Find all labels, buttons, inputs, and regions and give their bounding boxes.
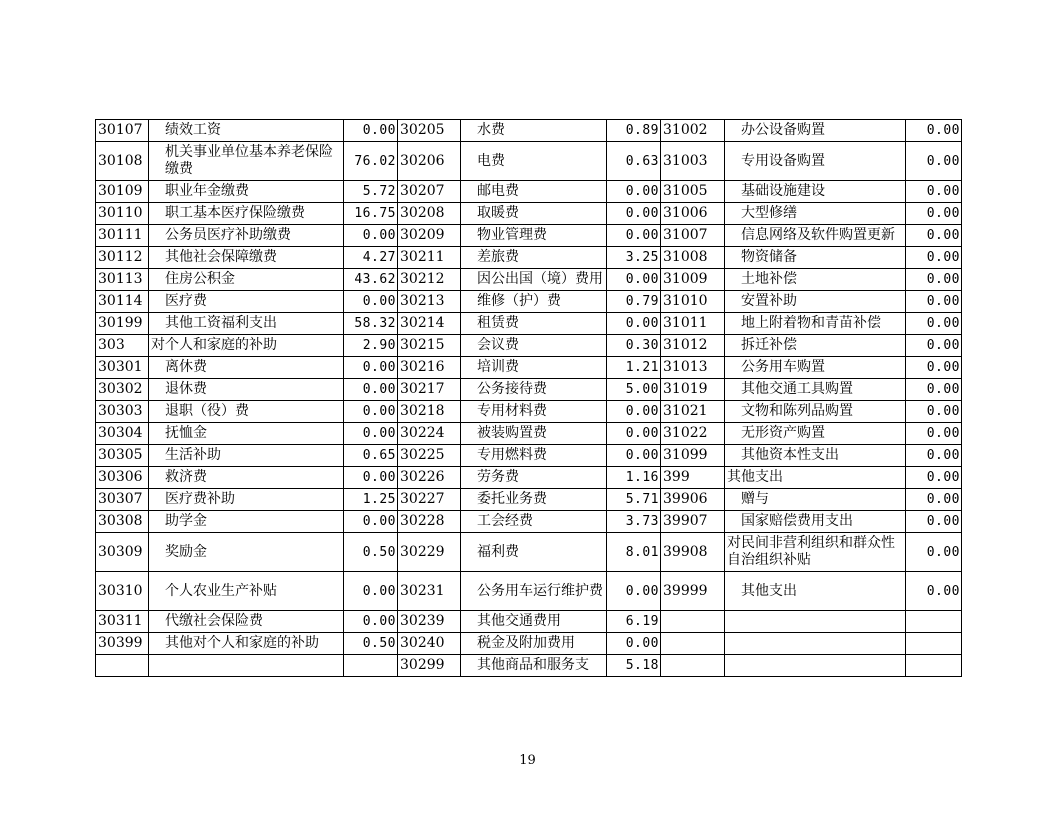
table-row <box>96 225 962 247</box>
item-amount: 0.00 <box>344 511 398 533</box>
item-amount: 5.72 <box>344 181 398 203</box>
table-row <box>96 357 962 379</box>
item-name: 救济费 <box>149 467 344 489</box>
item-code: 30199 <box>96 313 149 335</box>
item-name: 电费 <box>461 142 607 181</box>
item-name: 差旅费 <box>461 247 607 269</box>
table-row <box>96 203 962 225</box>
item-name: 其他交通工具购置 <box>725 379 906 401</box>
item-code: 30311 <box>96 611 149 633</box>
item-code: 30214 <box>398 313 461 335</box>
item-code <box>661 655 725 677</box>
item-code: 30211 <box>398 247 461 269</box>
item-amount: 0.00 <box>607 401 661 423</box>
item-name: 委托业务费 <box>461 489 607 511</box>
item-name: 代缴社会保险费 <box>149 611 344 633</box>
item-name: 办公设备购置 <box>725 120 906 142</box>
item-name: 绩效工资 <box>149 120 344 142</box>
table-row <box>96 142 962 181</box>
item-amount: 0.00 <box>607 269 661 291</box>
item-code: 30218 <box>398 401 461 423</box>
item-amount: 0.65 <box>344 445 398 467</box>
item-code: 31007 <box>661 225 725 247</box>
item-amount: 0.00 <box>906 379 962 401</box>
expenditure-table <box>95 119 962 677</box>
item-amount: 0.00 <box>906 357 962 379</box>
table-row <box>96 401 962 423</box>
item-code: 39999 <box>661 572 725 611</box>
item-amount: 0.00 <box>906 335 962 357</box>
item-name <box>725 611 906 633</box>
item-name: 奖励金 <box>149 533 344 572</box>
item-name: 安置补助 <box>725 291 906 313</box>
item-amount: 0.00 <box>906 269 962 291</box>
item-code: 30113 <box>96 269 149 291</box>
item-name: 赠与 <box>725 489 906 511</box>
item-name: 离休费 <box>149 357 344 379</box>
item-name: 工会经费 <box>461 511 607 533</box>
item-name: 物资储备 <box>725 247 906 269</box>
item-name: 其他资本性支出 <box>725 445 906 467</box>
item-code: 30213 <box>398 291 461 313</box>
item-amount: 0.00 <box>344 467 398 489</box>
table-row <box>96 445 962 467</box>
item-name: 其他工资福利支出 <box>149 313 344 335</box>
item-name: 福利费 <box>461 533 607 572</box>
item-name: 大型修缮 <box>725 203 906 225</box>
item-name: 对个人和家庭的补助 <box>149 335 344 357</box>
item-name: 其他支出 <box>725 467 906 489</box>
item-amount: 0.00 <box>906 423 962 445</box>
item-code: 303 <box>96 335 149 357</box>
item-name: 水费 <box>461 120 607 142</box>
table-row <box>96 313 962 335</box>
item-name: 公务用车购置 <box>725 357 906 379</box>
item-name: 文物和陈列品购置 <box>725 401 906 423</box>
item-amount: 0.50 <box>344 533 398 572</box>
item-code: 30206 <box>398 142 461 181</box>
item-amount: 0.00 <box>344 572 398 611</box>
item-amount: 0.00 <box>906 247 962 269</box>
item-amount: 2.90 <box>344 335 398 357</box>
item-name: 其他商品和服务支 <box>461 655 607 677</box>
item-amount <box>906 655 962 677</box>
item-code: 30310 <box>96 572 149 611</box>
item-amount <box>906 611 962 633</box>
item-amount: 0.00 <box>906 401 962 423</box>
table-row <box>96 655 962 677</box>
item-amount: 43.62 <box>344 269 398 291</box>
item-name: 邮电费 <box>461 181 607 203</box>
table-row <box>96 633 962 655</box>
item-code: 30304 <box>96 423 149 445</box>
item-name <box>725 655 906 677</box>
item-code: 30111 <box>96 225 149 247</box>
item-name: 公务用车运行维护费 <box>461 572 607 611</box>
item-code: 30302 <box>96 379 149 401</box>
item-amount: 0.79 <box>607 291 661 313</box>
item-code: 31009 <box>661 269 725 291</box>
item-amount: 0.63 <box>607 142 661 181</box>
item-code: 30227 <box>398 489 461 511</box>
item-amount: 0.00 <box>344 401 398 423</box>
item-code: 30299 <box>398 655 461 677</box>
item-code: 30306 <box>96 467 149 489</box>
item-name: 培训费 <box>461 357 607 379</box>
item-code <box>661 611 725 633</box>
table-row <box>96 181 962 203</box>
item-code: 31008 <box>661 247 725 269</box>
item-name: 机关事业单位基本养老保险缴费 <box>149 142 344 181</box>
item-name <box>725 633 906 655</box>
item-name: 个人农业生产补贴 <box>149 572 344 611</box>
item-amount: 8.01 <box>607 533 661 572</box>
item-name: 土地补偿 <box>725 269 906 291</box>
item-code: 30226 <box>398 467 461 489</box>
item-name: 取暖费 <box>461 203 607 225</box>
item-code: 30215 <box>398 335 461 357</box>
item-code <box>96 655 149 677</box>
item-name: 基础设施建设 <box>725 181 906 203</box>
item-amount: 0.00 <box>906 572 962 611</box>
item-amount: 0.00 <box>607 445 661 467</box>
item-code: 31005 <box>661 181 725 203</box>
item-code: 30209 <box>398 225 461 247</box>
item-code: 30110 <box>96 203 149 225</box>
item-code: 30228 <box>398 511 461 533</box>
item-name: 维修（护）费 <box>461 291 607 313</box>
item-amount: 0.00 <box>607 225 661 247</box>
item-name: 其他对个人和家庭的补助 <box>149 633 344 655</box>
item-code: 30107 <box>96 120 149 142</box>
item-amount: 0.00 <box>344 120 398 142</box>
item-amount: 76.02 <box>344 142 398 181</box>
item-code: 30229 <box>398 533 461 572</box>
item-amount: 0.00 <box>607 633 661 655</box>
item-code: 30207 <box>398 181 461 203</box>
item-amount: 58.32 <box>344 313 398 335</box>
item-name: 其他交通费用 <box>461 611 607 633</box>
item-code: 30114 <box>96 291 149 313</box>
item-name: 职业年金缴费 <box>149 181 344 203</box>
item-amount: 1.16 <box>607 467 661 489</box>
item-name: 税金及附加费用 <box>461 633 607 655</box>
item-code: 30112 <box>96 247 149 269</box>
item-amount: 0.00 <box>607 572 661 611</box>
item-name: 职工基本医疗保险缴费 <box>149 203 344 225</box>
item-amount: 0.00 <box>344 379 398 401</box>
item-amount: 0.00 <box>906 120 962 142</box>
item-name: 助学金 <box>149 511 344 533</box>
item-amount: 0.00 <box>607 423 661 445</box>
item-name: 信息网络及软件购置更新 <box>725 225 906 247</box>
item-code: 31019 <box>661 379 725 401</box>
item-name: 被装购置费 <box>461 423 607 445</box>
item-name: 对民间非营利组织和群众性自治组织补贴 <box>725 533 906 572</box>
item-name <box>149 655 344 677</box>
item-amount <box>906 633 962 655</box>
item-name: 国家赔偿费用支出 <box>725 511 906 533</box>
item-amount: 0.00 <box>906 203 962 225</box>
item-name: 退职（役）费 <box>149 401 344 423</box>
item-code: 399 <box>661 467 725 489</box>
item-amount: 0.00 <box>607 181 661 203</box>
table-row <box>96 467 962 489</box>
item-amount: 0.00 <box>344 291 398 313</box>
item-code: 30108 <box>96 142 149 181</box>
item-amount: 0.00 <box>906 181 962 203</box>
item-amount: 0.00 <box>344 225 398 247</box>
item-code: 30208 <box>398 203 461 225</box>
item-code <box>661 633 725 655</box>
item-name: 生活补助 <box>149 445 344 467</box>
item-code: 31006 <box>661 203 725 225</box>
item-code: 30307 <box>96 489 149 511</box>
item-amount: 1.25 <box>344 489 398 511</box>
item-code: 30239 <box>398 611 461 633</box>
item-code: 30205 <box>398 120 461 142</box>
item-name: 物业管理费 <box>461 225 607 247</box>
table-row <box>96 335 962 357</box>
item-amount: 0.00 <box>607 203 661 225</box>
item-code: 31011 <box>661 313 725 335</box>
item-amount: 0.00 <box>906 511 962 533</box>
table-row <box>96 247 962 269</box>
item-amount: 0.00 <box>906 225 962 247</box>
item-name: 抚恤金 <box>149 423 344 445</box>
table-row <box>96 511 962 533</box>
item-amount: 3.73 <box>607 511 661 533</box>
item-amount: 0.00 <box>906 445 962 467</box>
table-row <box>96 572 962 611</box>
item-code: 31021 <box>661 401 725 423</box>
item-code: 30224 <box>398 423 461 445</box>
item-name: 其他社会保障缴费 <box>149 247 344 269</box>
item-code: 30309 <box>96 533 149 572</box>
item-name: 地上附着物和青苗补偿 <box>725 313 906 335</box>
item-code: 30231 <box>398 572 461 611</box>
item-code: 39908 <box>661 533 725 572</box>
item-amount: 0.00 <box>607 313 661 335</box>
table-row <box>96 269 962 291</box>
item-name: 租赁费 <box>461 313 607 335</box>
item-code: 30305 <box>96 445 149 467</box>
item-amount: 4.27 <box>344 247 398 269</box>
item-code: 30216 <box>398 357 461 379</box>
item-code: 30240 <box>398 633 461 655</box>
table-row <box>96 291 962 313</box>
item-code: 31099 <box>661 445 725 467</box>
table-row <box>96 120 962 142</box>
table-row <box>96 423 962 445</box>
item-amount: 0.00 <box>906 467 962 489</box>
table-row <box>96 533 962 572</box>
item-name: 会议费 <box>461 335 607 357</box>
item-amount: 0.00 <box>906 291 962 313</box>
item-amount: 3.25 <box>607 247 661 269</box>
item-name: 退休费 <box>149 379 344 401</box>
item-code: 30301 <box>96 357 149 379</box>
item-code: 31002 <box>661 120 725 142</box>
item-name: 住房公积金 <box>149 269 344 291</box>
item-amount: 0.50 <box>344 633 398 655</box>
item-amount: 0.00 <box>344 423 398 445</box>
item-amount: 0.00 <box>344 357 398 379</box>
item-code: 30212 <box>398 269 461 291</box>
item-name: 因公出国（境）费用 <box>461 269 607 291</box>
item-amount: 0.00 <box>906 489 962 511</box>
item-amount: 5.18 <box>607 655 661 677</box>
item-code: 39907 <box>661 511 725 533</box>
item-code: 30303 <box>96 401 149 423</box>
item-code: 31010 <box>661 291 725 313</box>
item-code: 30109 <box>96 181 149 203</box>
item-code: 30225 <box>398 445 461 467</box>
item-code: 39906 <box>661 489 725 511</box>
item-amount: 0.30 <box>607 335 661 357</box>
item-name: 公务接待费 <box>461 379 607 401</box>
table-body <box>96 120 962 677</box>
item-name: 医疗费补助 <box>149 489 344 511</box>
page-number: 19 <box>519 753 536 768</box>
item-amount: 0.00 <box>906 142 962 181</box>
item-name: 专用设备购置 <box>725 142 906 181</box>
item-name: 劳务费 <box>461 467 607 489</box>
item-code: 30399 <box>96 633 149 655</box>
item-name: 其他支出 <box>725 572 906 611</box>
item-name: 拆迁补偿 <box>725 335 906 357</box>
item-code: 30308 <box>96 511 149 533</box>
item-name: 公务员医疗补助缴费 <box>149 225 344 247</box>
item-amount: 6.19 <box>607 611 661 633</box>
table-row <box>96 379 962 401</box>
item-amount: 0.00 <box>344 611 398 633</box>
item-amount: 0.00 <box>906 313 962 335</box>
item-amount: 5.71 <box>607 489 661 511</box>
item-code: 30217 <box>398 379 461 401</box>
item-name: 医疗费 <box>149 291 344 313</box>
item-name: 专用材料费 <box>461 401 607 423</box>
item-name: 无形资产购置 <box>725 423 906 445</box>
item-amount: 0.00 <box>906 533 962 572</box>
item-code: 31013 <box>661 357 725 379</box>
item-amount <box>344 655 398 677</box>
table-row <box>96 611 962 633</box>
item-amount: 0.89 <box>607 120 661 142</box>
item-amount: 16.75 <box>344 203 398 225</box>
item-code: 31012 <box>661 335 725 357</box>
item-amount: 5.00 <box>607 379 661 401</box>
item-name: 专用燃料费 <box>461 445 607 467</box>
item-code: 31022 <box>661 423 725 445</box>
item-amount: 1.21 <box>607 357 661 379</box>
table-row <box>96 489 962 511</box>
item-code: 31003 <box>661 142 725 181</box>
